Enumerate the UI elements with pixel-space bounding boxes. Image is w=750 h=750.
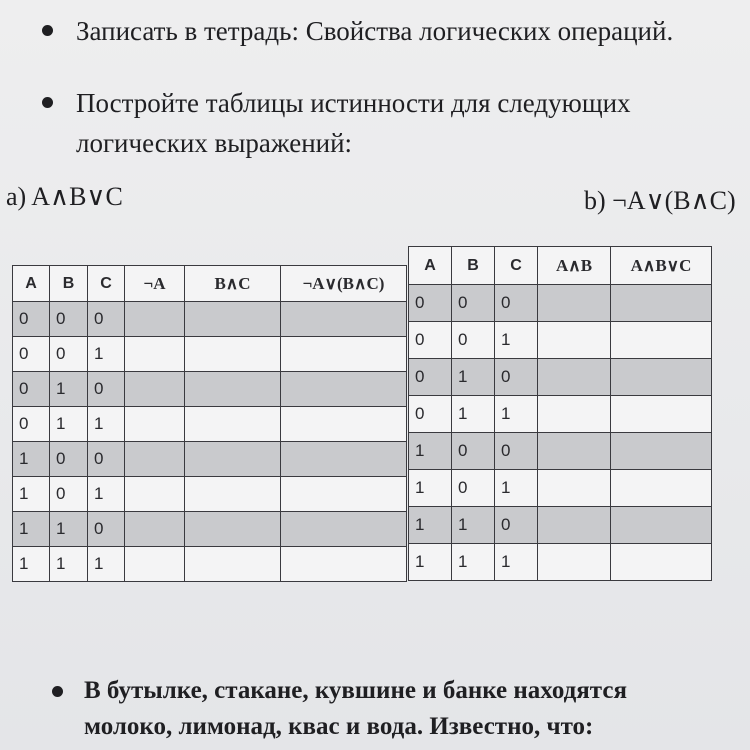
cell: 0: [88, 442, 125, 477]
empty-cell[interactable]: [125, 512, 185, 547]
cell: 1: [452, 507, 495, 544]
table-header-row: [13, 266, 407, 302]
header-cell: B∧C: [185, 266, 281, 302]
bullet-dot: [42, 97, 53, 108]
empty-cell[interactable]: [125, 477, 185, 512]
table-row: [409, 322, 712, 359]
cell: 1: [13, 547, 50, 582]
cell: 1: [50, 512, 88, 547]
task-a-label: a) A∧B∨C: [6, 182, 123, 211]
table-row: [13, 407, 407, 442]
cell: 0: [88, 512, 125, 547]
header-cell: B: [452, 247, 495, 285]
task-b-label: b) ¬A∨(B∧C): [584, 186, 736, 215]
cell: 1: [50, 407, 88, 442]
header-cell: A: [409, 247, 452, 285]
bottom-bullet-text: В бутылке, стакане, кувшине и банке находятся: [84, 677, 627, 704]
empty-cell[interactable]: [611, 359, 712, 396]
header-cell: A∧B: [538, 247, 611, 285]
cell: 0: [409, 359, 452, 396]
cell: 0: [13, 372, 50, 407]
empty-cell[interactable]: [611, 285, 712, 322]
cell: 0: [495, 507, 538, 544]
empty-cell[interactable]: [281, 477, 407, 512]
empty-cell[interactable]: [281, 512, 407, 547]
empty-cell[interactable]: [125, 547, 185, 582]
header-cell: A∧B∨C: [611, 247, 712, 285]
cell: 0: [409, 322, 452, 359]
empty-cell[interactable]: [611, 470, 712, 507]
header-cell: ¬A∨(B∧C): [281, 266, 407, 302]
empty-cell[interactable]: [538, 285, 611, 322]
table-row: [409, 507, 712, 544]
table-row: [13, 442, 407, 477]
cell: 0: [88, 302, 125, 337]
table-row: [13, 337, 407, 372]
empty-cell[interactable]: [611, 396, 712, 433]
empty-cell[interactable]: [611, 322, 712, 359]
empty-cell[interactable]: [611, 433, 712, 470]
empty-cell[interactable]: [185, 442, 281, 477]
cell: 1: [409, 544, 452, 581]
cell: 0: [495, 285, 538, 322]
table-row: [409, 544, 712, 581]
cell: 0: [50, 477, 88, 512]
table-row: [13, 372, 407, 407]
cell: 0: [452, 433, 495, 470]
cell: 0: [495, 433, 538, 470]
table-row: [409, 285, 712, 322]
cell: 0: [13, 407, 50, 442]
truth-table-left: [12, 265, 407, 582]
cell: 1: [13, 442, 50, 477]
cell: 0: [452, 285, 495, 322]
empty-cell[interactable]: [185, 477, 281, 512]
table-row: [13, 477, 407, 512]
cell: 1: [88, 337, 125, 372]
header-cell: A: [13, 266, 50, 302]
cell: 0: [409, 285, 452, 322]
empty-cell[interactable]: [538, 359, 611, 396]
cell: 1: [452, 544, 495, 581]
cell: 1: [409, 433, 452, 470]
empty-cell[interactable]: [185, 372, 281, 407]
empty-cell[interactable]: [125, 337, 185, 372]
cell: 1: [495, 396, 538, 433]
bullet-text-1: Записать в тетрадь: Свойства логических операций.: [76, 16, 674, 46]
cell: 1: [409, 507, 452, 544]
empty-cell[interactable]: [185, 302, 281, 337]
empty-cell[interactable]: [281, 407, 407, 442]
cell: 0: [495, 359, 538, 396]
empty-cell[interactable]: [125, 302, 185, 337]
table-row: [13, 302, 407, 337]
table-row: [409, 433, 712, 470]
bullet-dot: [42, 25, 53, 36]
cell: 0: [452, 470, 495, 507]
truth-table-right: [408, 246, 712, 581]
empty-cell[interactable]: [538, 433, 611, 470]
cell: 0: [13, 302, 50, 337]
empty-cell[interactable]: [538, 322, 611, 359]
cell: 1: [13, 477, 50, 512]
empty-cell[interactable]: [281, 442, 407, 477]
cell: 0: [50, 302, 88, 337]
bullet-dot: [52, 686, 63, 697]
header-cell: ¬A: [125, 266, 185, 302]
cell: 1: [88, 547, 125, 582]
empty-cell[interactable]: [281, 337, 407, 372]
empty-cell[interactable]: [538, 544, 611, 581]
cell: 1: [495, 322, 538, 359]
bottom-bullet-text-cont: молоко, лимонад, квас и вода. Известно, что:: [84, 713, 594, 740]
cell: 1: [50, 372, 88, 407]
header-cell: B: [50, 266, 88, 302]
cell: 1: [50, 547, 88, 582]
empty-cell[interactable]: [185, 337, 281, 372]
empty-cell[interactable]: [185, 547, 281, 582]
table-header-row: [409, 247, 712, 285]
empty-cell[interactable]: [185, 512, 281, 547]
cell: 1: [452, 396, 495, 433]
cell: 1: [409, 470, 452, 507]
empty-cell[interactable]: [611, 544, 712, 581]
table-row: [13, 547, 407, 582]
empty-cell[interactable]: [281, 302, 407, 337]
empty-cell[interactable]: [538, 507, 611, 544]
cell: 1: [88, 407, 125, 442]
empty-cell[interactable]: [125, 407, 185, 442]
empty-cell[interactable]: [125, 442, 185, 477]
empty-cell[interactable]: [185, 407, 281, 442]
empty-cell[interactable]: [281, 372, 407, 407]
cell: 1: [495, 544, 538, 581]
cell: 0: [50, 442, 88, 477]
cell: 1: [88, 477, 125, 512]
empty-cell[interactable]: [281, 547, 407, 582]
cell: 0: [50, 337, 88, 372]
table-row: [13, 512, 407, 547]
cell: 1: [13, 512, 50, 547]
cell: 1: [452, 359, 495, 396]
table-row: [409, 470, 712, 507]
cell: 0: [409, 396, 452, 433]
bullet-text-2-cont: логических выражений:: [76, 128, 353, 158]
table-row: [409, 359, 712, 396]
empty-cell[interactable]: [125, 372, 185, 407]
bullet-text-2: Постройте таблицы истинности для следующих: [76, 88, 631, 118]
cell: 0: [452, 322, 495, 359]
cell: 0: [13, 337, 50, 372]
table-row: [409, 396, 712, 433]
header-cell: C: [495, 247, 538, 285]
empty-cell[interactable]: [611, 507, 712, 544]
header-cell: C: [88, 266, 125, 302]
empty-cell[interactable]: [538, 470, 611, 507]
empty-cell[interactable]: [538, 396, 611, 433]
cell: 0: [88, 372, 125, 407]
cell: 1: [495, 470, 538, 507]
